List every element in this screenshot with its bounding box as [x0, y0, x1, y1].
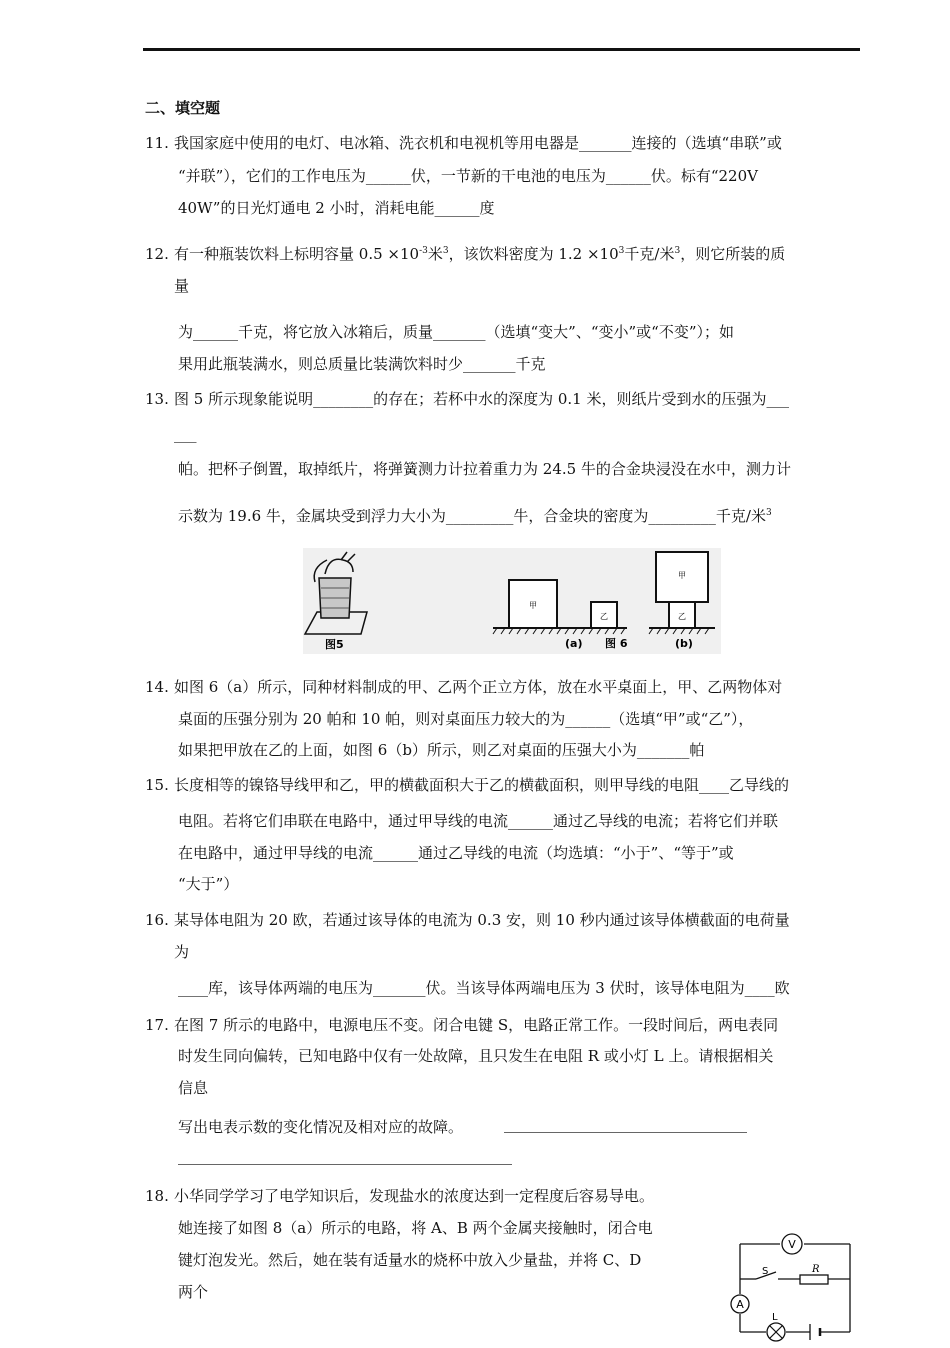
question-18-line-4: 两个: [178, 1283, 209, 1301]
question-15-line-2: 电阻。若将它们串联在电路中，通过甲导线的电流______通过乙导线的电流；若将它们并联: [178, 812, 779, 830]
figure-6a-drawing: [493, 580, 627, 634]
question-11-line-2: “并联”），它们的工作电压为______伏，一节新的干电池的电压为______伏。标有“220V: [178, 167, 758, 185]
question-17-line-4: 写出电表示数的变化情况及相对应的故障。: [178, 1118, 464, 1136]
question-13-line-4: 示数为 19.6 牛，金属块受到浮力大小为_________牛，合金块的密度为_________千克/米$^3$: [178, 507, 772, 525]
question-14-line-1: 如图 6（a）所示，同种材料制成的甲、乙两个正立方体，放在水平桌面上，甲、乙两物体对: [174, 678, 783, 696]
question-17-answer-line-2: [178, 1164, 512, 1165]
figure-6a-caption: (a): [565, 637, 583, 650]
switch-label: S: [762, 1266, 769, 1277]
question-18-line-1: 小华同学学习了电学知识后，发现盐水的浓度达到一定程度后容易导电。: [174, 1187, 655, 1205]
figure-8-circuit: [722, 1232, 860, 1344]
question-16-line-3: ____库，该导体两端的电压为_______伏。当该导体两端电压为 3 伏时，该导体电阻为____欧: [178, 979, 790, 997]
figure-5-6: [303, 548, 721, 654]
question-16-number: 16.: [145, 911, 169, 929]
figure-6b-block-jia-label: 甲: [678, 571, 686, 580]
question-14-number: 14.: [145, 678, 169, 696]
figure-5-6-drawing: [303, 548, 721, 654]
figure-6a-block-yi-label: 乙: [600, 612, 608, 621]
question-14-line-2: 桌面的压强分别为 20 帕和 10 帕，则对桌面压力较大的为______（选填“甲”或“乙”），: [178, 710, 754, 728]
question-16-line-1: 某导体电阻为 20 欧，若通过该导体的电流为 0.3 安，则 10 秒内通过该导体横截面的电荷量: [174, 911, 790, 929]
question-18-line-3: 键灯泡发光。然后，她在装有适量水的烧杯中放入少量盐，并将 C、D: [178, 1251, 642, 1269]
question-12-line-4: 果用此瓶装满水，则总质量比装满饮料时少_______千克: [178, 355, 546, 373]
figure-6b-caption: (b): [675, 637, 693, 650]
question-18-line-2: 她连接了如图 8（a）所示的电路，将 A、B 两个金属夹接触时，闭合电: [178, 1219, 653, 1237]
resistor-label: R: [812, 1264, 820, 1275]
question-12-line-1: 有一种瓶装饮料上标明容量 $0.5 \times 10^{-3}$米$^3$，该饮料密度为 $1.2 \times 10^3$千克/米$^3$，则它所装的质: [174, 245, 786, 263]
question-16-line-2: 为: [174, 943, 190, 961]
figure-6-caption: 图 6: [605, 637, 628, 650]
voltmeter-label: V: [788, 1238, 796, 1251]
question-17-line-3: 信息: [178, 1079, 209, 1097]
ammeter-label: A: [736, 1298, 744, 1311]
figure-6b-drawing: [649, 552, 715, 634]
question-13-number: 13.: [145, 390, 169, 408]
figure-5-caption: 图5: [325, 638, 344, 651]
question-13-line-3: 帕。把杯子倒置，取掉纸片，将弹簧测力计拉着重力为 24.5 牛的合金块浸没在水中，测力计: [178, 460, 791, 478]
question-11-number: 11.: [145, 134, 169, 152]
question-12-line-3: 为______千克，将它放入冰箱后，质量_______（选填“变大”、“变小”或“不变”）；如: [178, 323, 735, 341]
question-18-number: 18.: [145, 1187, 169, 1205]
question-17-answer-line-1: [504, 1132, 747, 1133]
question-13-line-2: ___: [174, 425, 197, 443]
header-rule: [143, 48, 860, 51]
question-15-line-3: 在电路中，通过甲导线的电流______通过乙导线的电流（均选填：“小于”、“等于”或: [178, 844, 734, 862]
lamp-label: L: [772, 1312, 778, 1323]
section-title: 二、填空题: [145, 99, 221, 117]
question-12-line-2: 量: [174, 277, 190, 295]
question-15-number: 15.: [145, 776, 169, 794]
figure-8-circuit-drawing: [722, 1232, 860, 1344]
question-14-line-3: 如果把甲放在乙的上面，如图 6（b）所示，则乙对桌面的压强大小为_______帕: [178, 741, 705, 759]
question-15-line-4: “大于”）: [178, 875, 239, 893]
question-17-number: 17.: [145, 1016, 169, 1034]
question-17-line-2: 时发生同向偏转，已知电路中仅有一处故障，且只发生在电阻 R 或小灯 L 上。请根据相关: [178, 1047, 774, 1065]
figure-6a-block-jia-label: 甲: [529, 601, 537, 610]
question-11-line-1: 我国家庭中使用的电灯、电冰箱、洗衣机和电视机等用电器是_______连接的（选填“串联”或: [174, 134, 782, 152]
question-12-number: 12.: [145, 245, 169, 263]
figure-5-cup-illustration: [305, 552, 367, 634]
question-13-line-1: 图 5 所示现象能说明________的存在；若杯中水的深度为 0.1 米，则纸片受到水的压强为___: [174, 390, 789, 408]
question-11-line-3: 40W”的日光灯通电 2 小时，消耗电能______度: [178, 199, 495, 217]
question-15-line-1: 长度相等的镍铬导线甲和乙，甲的横截面积大于乙的横截面积，则甲导线的电阻____乙导线的: [174, 776, 790, 794]
question-17-line-1: 在图 7 所示的电路中，电源电压不变。闭合电键 S，电路正常工作。一段时间后，两电表同: [174, 1016, 779, 1034]
figure-6b-block-yi-label: 乙: [678, 612, 686, 621]
